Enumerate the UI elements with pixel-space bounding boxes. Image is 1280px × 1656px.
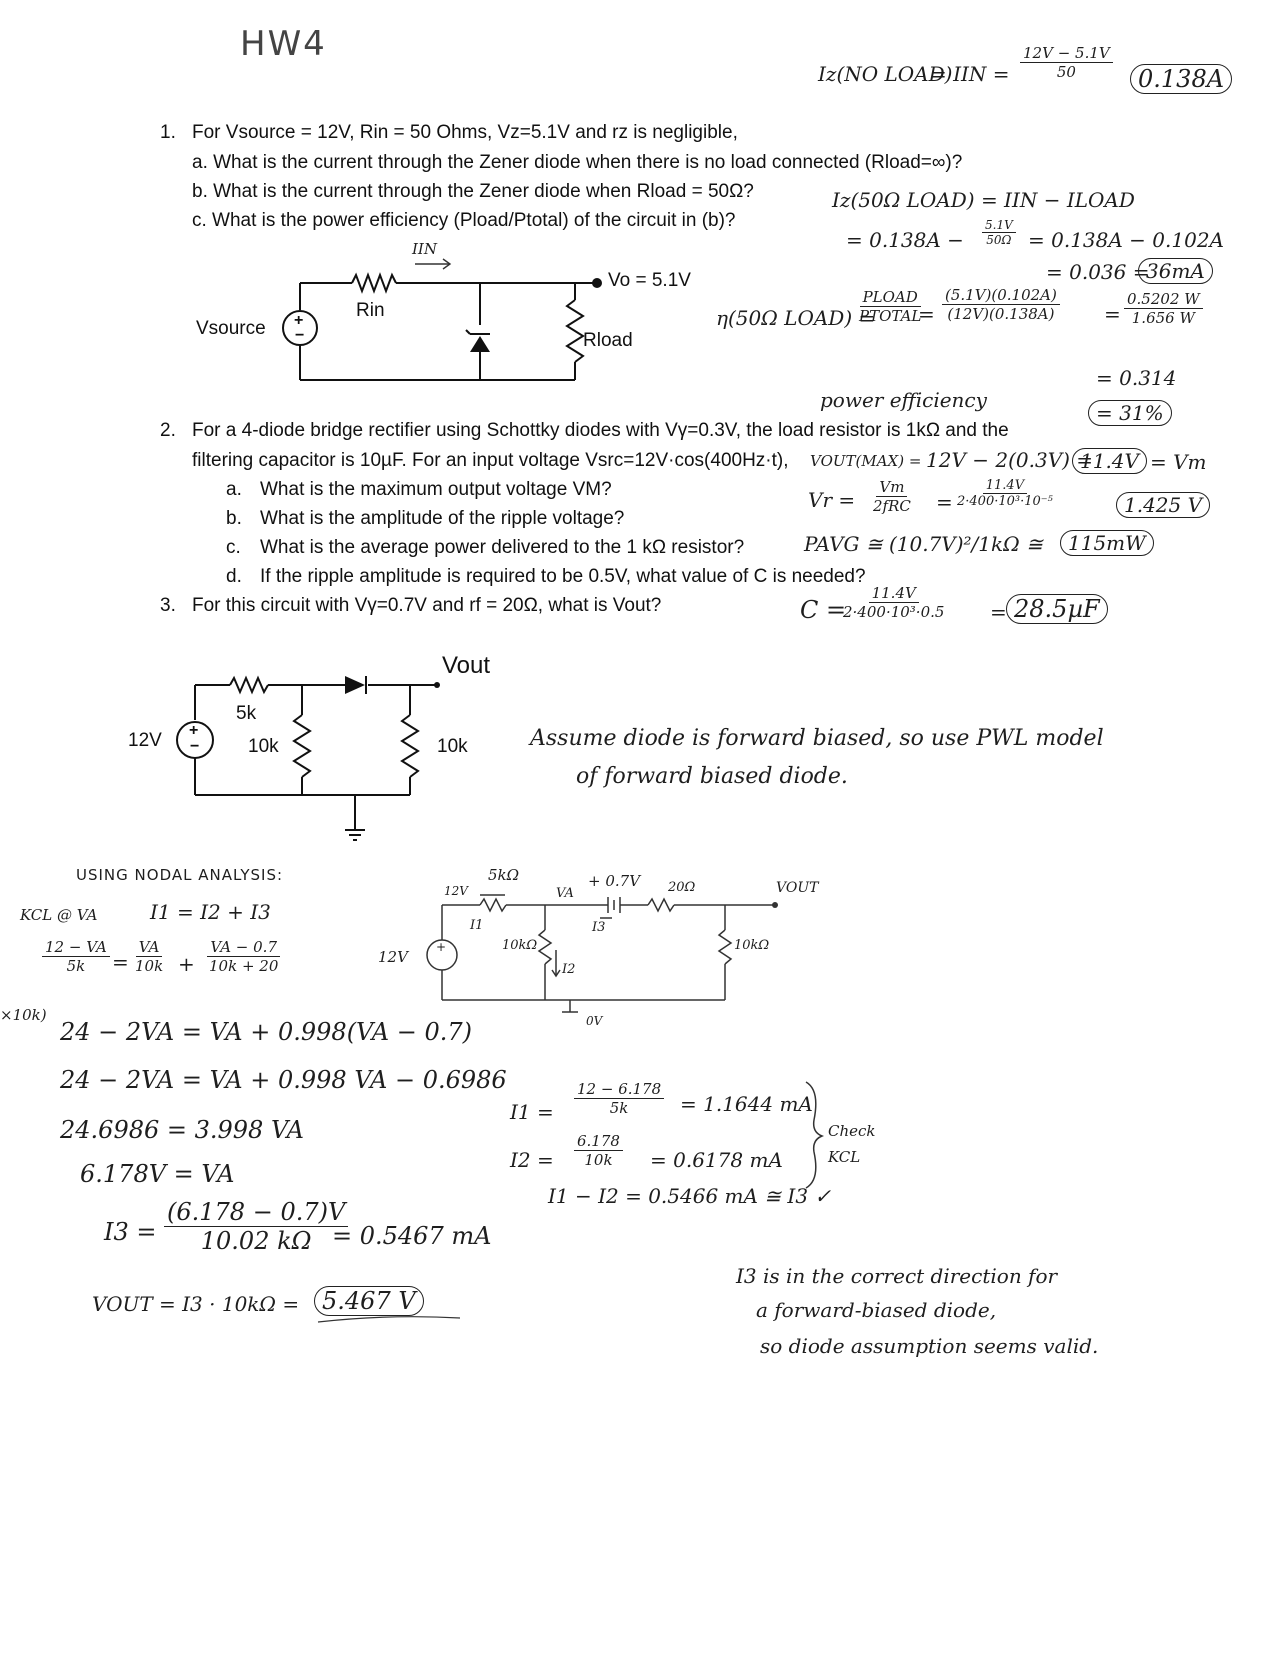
p1c-eq2: = <box>1104 302 1121 326</box>
i1-num: 12 − 6.178 <box>574 1080 664 1099</box>
p2c-letter: c. <box>226 537 241 558</box>
eq1-plus: + <box>178 952 195 976</box>
p1c-answer: = 31% <box>1088 400 1172 426</box>
r10k-right-label: 10k <box>437 736 468 757</box>
p1b-frac-den: 50Ω <box>986 233 1012 247</box>
p2-stem2: filtering capacitor is 10µF. For an input voltage Vsrc=12V·cos(400Hz·t), <box>192 450 789 471</box>
i2-lhs: I2 = <box>510 1148 554 1172</box>
sketch-i3: I3 <box>592 920 606 935</box>
sketch-0v: 0V <box>586 1014 603 1028</box>
p1b-line1: Iz(50Ω LOAD) = IIN − ILOAD <box>832 188 1135 212</box>
r10k-mid-label: 10k <box>248 736 279 757</box>
kcl-label: KCL @ VA <box>20 906 98 924</box>
p2d-eq: = <box>990 600 1007 624</box>
p2d-den: 2·400·10³·0.5 <box>843 603 945 621</box>
vout-answer: 5.467 V <box>314 1286 424 1316</box>
p1a-den: 50 <box>1056 63 1076 81</box>
sketch-i2: I2 <box>562 962 576 977</box>
vsource-label: Vsource <box>196 318 266 339</box>
sketch-plus: + <box>436 940 447 954</box>
eq3: 24 − 2VA = VA + 0.998 VA − 0.6986 <box>60 1066 507 1094</box>
p2d-question: If the ripple amplitude is required to be 0.5V, what value of C is needed? <box>260 566 866 587</box>
eq2: 24 − 2VA = VA + 0.998(VA − 0.7) <box>60 1018 472 1046</box>
p2b-den2: 2·400·10³·10⁻⁵ <box>957 494 1053 509</box>
margin-note: ×10k) <box>0 1006 47 1024</box>
conclusion-line1: I3 is in the correct direction for <box>736 1264 1058 1288</box>
eq1-a-num: 12 − VA <box>42 938 110 957</box>
p1a-lhs: Iz(NO LOAD) <box>818 62 953 86</box>
i2-den: 10k <box>584 1151 613 1169</box>
p2d-answer: 28.5µF <box>1006 594 1108 624</box>
sketch-07v: + 0.7V <box>588 872 641 890</box>
p1-stem: For Vsource = 12V, Rin = 50 Ohms, Vz=5.1V and rz is negligible, <box>192 122 738 143</box>
sketch-12v-side: 12V <box>378 948 408 966</box>
conclusion-line3: so diode assumption seems valid. <box>760 1334 1099 1358</box>
p2c-answer: 115mW <box>1060 530 1154 556</box>
eq1-c-num: VA − 0.7 <box>207 938 280 957</box>
p1b-frac-num: 5.1V <box>982 218 1016 233</box>
i3-lhs: I3 = <box>104 1218 157 1246</box>
vo-label: Vo = 5.1V <box>608 270 691 291</box>
p2-number: 2. <box>160 420 176 441</box>
vsource-plus: + <box>294 312 304 329</box>
p1c-wnum: 0.5202 W <box>1124 290 1203 309</box>
p1b-line2a: = 0.138A − <box>846 228 964 252</box>
vout-calc: VOUT = I3 · 10kΩ = <box>92 1292 300 1316</box>
p2a-lhs: VOUT(MAX) = <box>810 452 922 470</box>
p1c-den: (12V)(0.138A) <box>947 305 1055 323</box>
sketch-20: 20Ω <box>668 880 696 895</box>
eq4: 24.6986 = 3.998 VA <box>60 1116 304 1144</box>
nodal-title: USING NODAL ANALYSIS: <box>76 866 284 884</box>
i2-num: 6.178 <box>574 1132 623 1151</box>
current-difference: I1 − I2 = 0.5466 mA ≅ I3 ✓ <box>548 1184 832 1208</box>
p1a-eq: = IIN = <box>930 62 1010 86</box>
vsource-minus: − <box>295 327 305 344</box>
source2-plus: + <box>189 722 199 739</box>
p1a-answer: 0.138A <box>1130 64 1232 94</box>
p1a-question: a. What is the current through the Zener diode when there is no load connected (Rload=∞)? <box>192 152 963 173</box>
rin-label: Rin <box>356 300 385 321</box>
sketch-10k-right: 10kΩ <box>734 938 770 953</box>
conclusion-line2: a forward-biased diode, <box>756 1298 997 1322</box>
i1-den: 5k <box>609 1099 629 1117</box>
i1-value: = 1.1644 mA <box>680 1092 813 1116</box>
source2-minus: − <box>190 738 200 755</box>
sketch-10k-mid: 10kΩ <box>502 938 538 953</box>
p2b-answer: 1.425 V <box>1116 492 1210 518</box>
p2-stem1: For a 4-diode bridge rectifier using Schottky diodes with Vγ=0.3V, the load resistor is 1kΩ and the <box>192 420 1009 441</box>
p1b-question: b. What is the current through the Zener diode when Rload = 50Ω? <box>192 181 754 202</box>
p2b-eq: = <box>936 490 953 514</box>
source2-label: 12V <box>128 730 162 751</box>
iin-label: IIN <box>412 240 437 258</box>
p1c-ptotal: PTOTAL <box>859 307 922 325</box>
assumption-line1: Assume diode is forward biased, so use PWL model <box>530 726 1104 751</box>
p1b-answer: 36mA <box>1138 258 1213 284</box>
p2a-vm: = Vm <box>1150 450 1207 474</box>
rload-label: Rload <box>583 330 633 351</box>
sketch-va: VA <box>556 886 574 901</box>
sketch-12v-top: 12V <box>444 884 468 898</box>
eq1-c-den: 10k + 20 <box>209 957 279 975</box>
p1c-lhs: η(50Ω LOAD) = <box>716 306 876 330</box>
p1c-wden: 1.656 W <box>1131 309 1195 327</box>
eq1-eq: = <box>112 950 129 974</box>
p1c-num: (5.1V)(0.102A) <box>942 286 1060 305</box>
assumption-line2: of forward biased diode. <box>576 764 848 789</box>
i3-num: (6.178 − 0.7)V <box>164 1198 348 1227</box>
p1b-line3: = 0.036 = <box>1046 260 1150 284</box>
eq1-b-num: VA <box>136 938 163 957</box>
p1c-question: c. What is the power efficiency (Pload/Ptotal) of the circuit in (b)? <box>192 210 736 231</box>
vout-label: Vout <box>442 652 491 679</box>
p2d-lhs: C = <box>800 596 847 624</box>
eq1-b-den: 10k <box>135 957 164 975</box>
p2d-letter: d. <box>226 566 242 587</box>
p2b-letter: b. <box>226 508 242 529</box>
p2d-num: 11.4V <box>869 584 919 603</box>
p2a-question: What is the maximum output voltage VM? <box>260 479 612 500</box>
r5k-label: 5k <box>236 703 257 724</box>
p2b-lhs: Vr = <box>808 488 856 512</box>
i3-den: 10.02 kΩ <box>200 1227 312 1255</box>
i3-answer: = 0.5467 mA <box>332 1222 492 1250</box>
eq1-a-den: 5k <box>66 957 86 975</box>
p1c-pload: PLOAD <box>860 288 921 307</box>
p2b-den: 2fRC <box>873 497 911 515</box>
p1-number: 1. <box>160 122 176 143</box>
eq5: 6.178V = VA <box>80 1160 235 1188</box>
kcl-equation: I1 = I2 + I3 <box>150 900 271 924</box>
sketch-vout: VOUT <box>776 880 819 896</box>
p2a-answer: 11.4V <box>1072 448 1147 474</box>
p1c-label: power efficiency <box>820 388 987 412</box>
p1b-line2b: = 0.138A − 0.102A <box>1028 228 1224 252</box>
sketch-i1: I1 <box>470 918 484 933</box>
p2b-question: What is the amplitude of the ripple voltage? <box>260 508 625 529</box>
p3-number: 3. <box>160 595 176 616</box>
i2-value: = 0.6178 mA <box>650 1148 783 1172</box>
p3-question: For this circuit with Vγ=0.7V and rf = 20Ω, what is Vout? <box>192 595 662 616</box>
p2b-num2: 11.4V <box>983 478 1027 494</box>
p1c-eq: = <box>918 302 935 326</box>
p1c-value: = 0.314 <box>1096 366 1177 390</box>
page-title: HW4 <box>240 24 327 64</box>
p2a-rhs: 12V − 2(0.3V) = <box>926 448 1094 472</box>
p2c-text: PAVG ≅ (10.7V)²/1kΩ ≅ <box>804 532 1043 556</box>
check-label-2: KCL <box>828 1148 861 1166</box>
check-label-1: Check <box>828 1122 876 1140</box>
i1-lhs: I1 = <box>510 1100 554 1124</box>
p2c-question: What is the average power delivered to the 1 kΩ resistor? <box>260 537 745 558</box>
p2a-letter: a. <box>226 479 242 500</box>
p1a-num: 12V − 5.1V <box>1020 44 1113 63</box>
p2b-num: Vm <box>876 478 907 497</box>
sketch-5k: 5kΩ <box>488 866 520 884</box>
